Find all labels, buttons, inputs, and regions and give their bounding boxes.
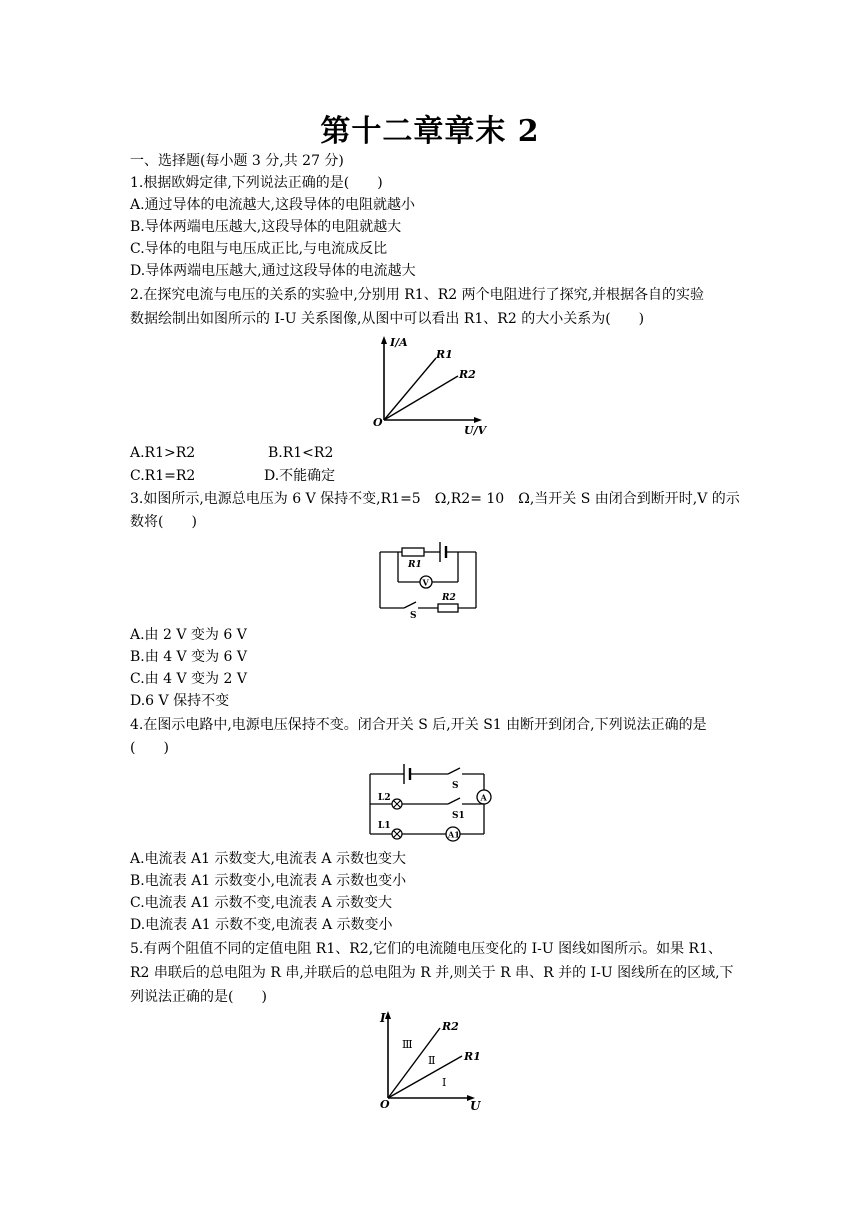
q5-stem-line3: 列说法正确的是( )	[130, 989, 267, 1005]
q1-option-a: A.通过导体的电流越大,这段导体的电阻就越小	[130, 197, 416, 213]
q5-iu-graph	[372, 1008, 492, 1116]
q2-option-a: A.R1>R2	[130, 445, 196, 461]
q3-r1-resistor	[402, 548, 424, 556]
q5-x-axis-label: U	[470, 1099, 481, 1113]
q5-stem-line2: R2 串联后的总电阻为 R 串,并联后的总电阻为 R 并,则关于 R 串、R 并的 I-U 图线所在的区域,下	[130, 965, 734, 981]
q4-circuit-diagram	[364, 760, 496, 842]
q2-option-d: D.不能确定	[264, 468, 336, 484]
q5-r2-label: R2	[442, 1020, 459, 1033]
q5-r1-label: R1	[464, 1050, 481, 1063]
page-title: 第十二章章末 2	[320, 114, 540, 149]
q3-circuit-diagram	[374, 538, 482, 620]
q3-stem-line1: 3.如图所示,电源总电压为 6 V 保持不变,R1=5 Ω,R2= 10 Ω,当开关 S 由闭合到断开时,V 的示	[130, 491, 740, 507]
q5-region-1-label: Ⅰ	[442, 1076, 447, 1089]
q2-r2-label: R2	[459, 368, 476, 381]
q1-option-d: D.导体两端电压越大,通过这段导体的电流越大	[130, 263, 416, 279]
q4-option-c: C.电流表 A1 示数不变,电流表 A 示数变大	[130, 895, 393, 911]
q1-option-c: C.导体的电阻与电压成正比,与电流成反比	[130, 241, 388, 257]
q4-switch-s	[448, 768, 460, 774]
q2-line-r1	[384, 358, 436, 420]
q5-line-r1	[388, 1056, 462, 1098]
q2-origin-label: O	[373, 416, 383, 429]
q3-r1-label: R1	[408, 560, 422, 570]
q4-option-b: B.电流表 A1 示数变小,电流表 A 示数也变小	[130, 873, 407, 889]
q4-ammeter-a-label: A	[480, 792, 487, 803]
q2-stem-line2: 数据绘制出如图所示的 I-U 关系图像,从图中可以看出 R1、R2 的大小关系为( )	[130, 311, 645, 327]
q2-r1-label: R1	[436, 348, 453, 361]
q3-option-b: B.由 4 V 变为 6 V	[130, 649, 248, 665]
q2-y-axis-label: I/A	[390, 336, 408, 349]
q2-option-b: B.R1<R2	[268, 445, 334, 461]
q4-switch-s1	[448, 798, 460, 804]
q5-origin-label: O	[380, 1098, 390, 1111]
section-heading: 一、选择题(每小题 3 分,共 27 分)	[130, 153, 344, 169]
q4-lamp-l1-label: L1	[378, 821, 391, 831]
q5-y-axis-label: I	[380, 1011, 386, 1025]
q5-region-2-label: Ⅱ	[428, 1054, 436, 1067]
q5-stem-line1: 5.有两个阻值不同的定值电阻 R1、R2,它们的电流随电压变化的 I-U 图线如图所示。如果 R1、	[130, 941, 723, 957]
q4-stem-line1: 4.在图示电路中,电源电压保持不变。闭合开关 S 后,开关 S1 由断开到闭合,下列说法正确的是	[130, 717, 707, 733]
q4-ammeter-a1-label: A1	[448, 829, 460, 840]
q2-x-axis-label: U/V	[464, 424, 487, 437]
q5-region-3-label: Ⅲ	[402, 1038, 413, 1051]
q3-voltmeter-label: V	[422, 577, 429, 588]
q4-switch-s-label: S	[452, 781, 459, 791]
q4-switch-s1-label: S1	[452, 811, 465, 821]
q3-option-a: A.由 2 V 变为 6 V	[130, 627, 247, 643]
q1-option-b: B.导体两端电压越大,这段导体的电阻就越大	[130, 219, 402, 235]
q2-option-c: C.R1=R2	[130, 468, 196, 484]
q2-iu-graph	[370, 334, 500, 438]
q4-option-a: A.电流表 A1 示数变大,电流表 A 示数也变大	[130, 851, 406, 867]
q2-stem-line1: 2.在探究电流与电压的关系的实验中,分别用 R1、R2 两个电阻进行了探究,并根据各自的实验	[130, 287, 705, 303]
q3-option-d: D.6 V 保持不变	[130, 693, 230, 709]
q2-line-r2	[384, 376, 458, 420]
q3-r2-resistor	[438, 604, 458, 612]
q4-stem-line2: ( )	[130, 740, 169, 756]
q1-stem: 1.根据欧姆定律,下列说法正确的是( )	[130, 175, 383, 191]
q3-r2-label: R2	[442, 593, 456, 603]
q3-stem-line2: 数将( )	[130, 514, 197, 530]
q3-option-c: C.由 4 V 变为 2 V	[130, 671, 247, 687]
q3-switch	[404, 602, 416, 608]
q4-lamp-l2-label: L2	[378, 793, 391, 803]
q4-option-d: D.电流表 A1 示数不变,电流表 A 示数变小	[130, 917, 393, 933]
q3-switch-label: S	[410, 611, 417, 620]
